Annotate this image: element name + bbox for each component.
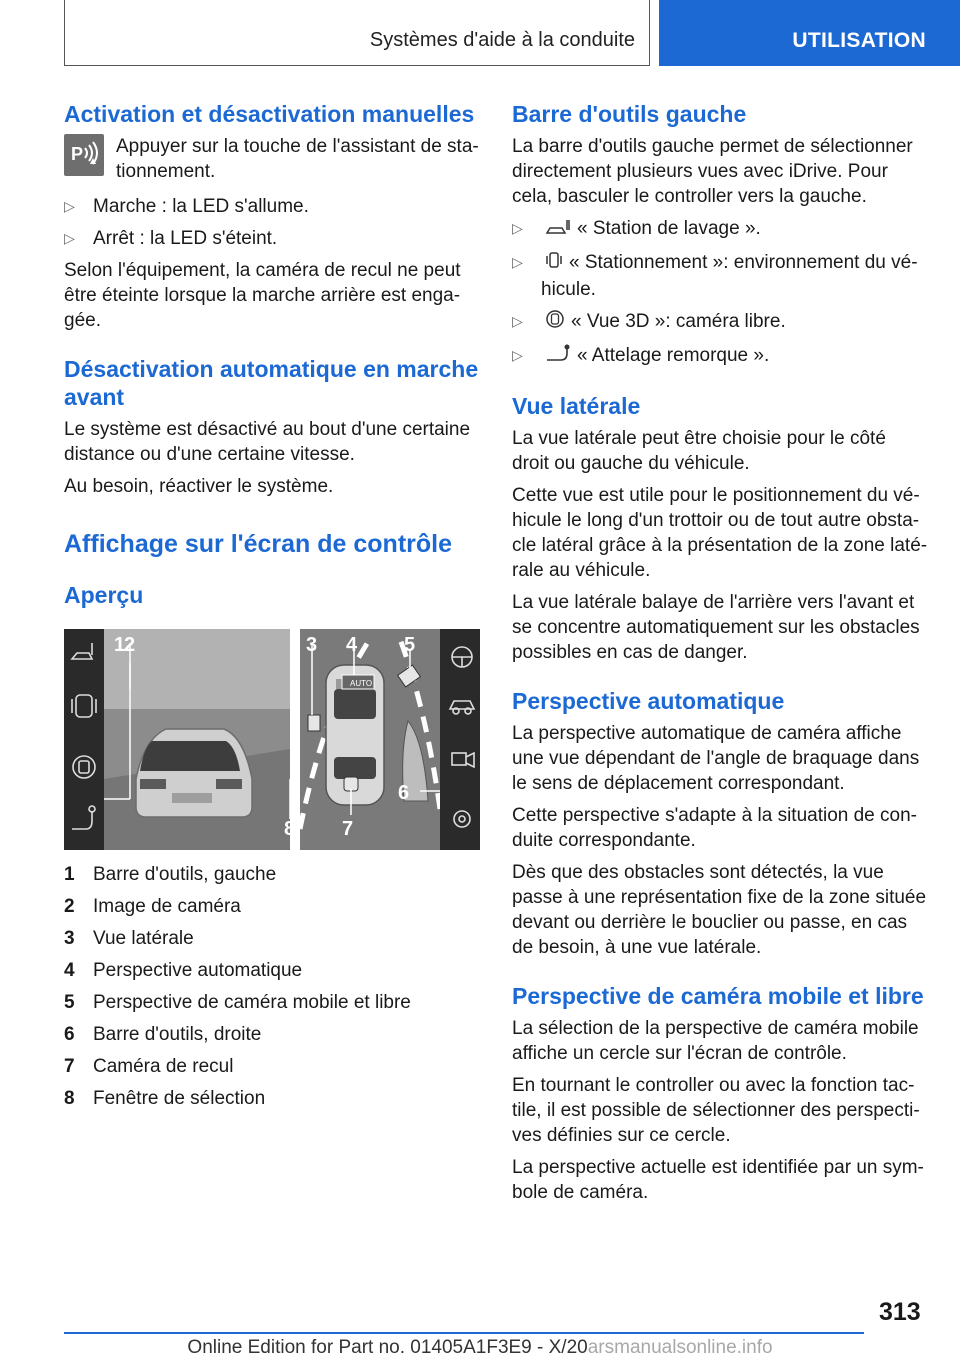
- heading-apercu: Aperçu: [64, 582, 144, 608]
- figure-label-6: 6: [398, 782, 410, 804]
- paragraph-auto-2: Cette perspective s'adapte à la situation de con-duite correspondante.: [512, 805, 917, 851]
- triangle-bullet-icon: ▷: [512, 220, 523, 236]
- figure-auto-badge: AUTO: [350, 679, 373, 688]
- list-item: ▷ Arrêt : la LED s'éteint.: [64, 228, 278, 249]
- led-state-list: [64, 194, 480, 251]
- heading-auto-off: Désactivation automatique en marche avant: [64, 356, 479, 410]
- section-tab: [659, 0, 960, 66]
- toolbar-view-list: [512, 216, 928, 370]
- page-number: 313: [879, 1298, 921, 1326]
- triangle-bullet-icon: ▷: [512, 347, 523, 363]
- paragraph-mobile-3: La perspective actuelle est identifiée par un sym-bole de caméra.: [512, 1157, 924, 1203]
- paragraph-equipment: Selon l'équipement, la caméra de recul ne peut être éteinte lorsque la marche arrière est enga-gée.: [64, 260, 461, 331]
- legend-item: 4 Perspective automatique: [64, 960, 303, 981]
- list-item: ▷ Marche : la LED s'allume.: [64, 196, 309, 217]
- paragraph-mobile-2: En tournant le controller ou avec la fonction tac-tile, il est possible de sélectionner des perspecti-ves définies sur ce cercle.: [512, 1075, 920, 1146]
- paragraph-auto-1: La perspective automatique de caméra affiche une vue dépendant de l'angle de braquage dans le sens de déplacement correspondant.: [512, 723, 920, 794]
- footer-rule: [64, 1332, 864, 1334]
- triangle-bullet-icon: ▷: [64, 230, 75, 246]
- figure-label-5: 5: [404, 634, 416, 656]
- heading-display: Affichage sur l'écran de contrôle: [64, 530, 452, 558]
- triangle-bullet-icon: ▷: [512, 313, 523, 329]
- figure-label-1: 1: [114, 634, 126, 656]
- trailer-hitch-icon: [545, 343, 571, 370]
- suv-rear-image: [136, 729, 252, 817]
- figure-legend: [64, 862, 480, 1111]
- list-item: ▷ « Vue 3D »: caméra libre.: [512, 309, 928, 336]
- heading-auto-perspective: Perspective automatique: [512, 688, 785, 714]
- park-assist-instruction-text: Appuyer sur la touche de l'assistant de sta-tionnement.: [116, 136, 479, 182]
- svg-text:P: P: [71, 144, 84, 164]
- legend-item: 7 Caméra de recul: [64, 1056, 234, 1077]
- paragraph-mobile-1: La sélection de la perspective de caméra mobile affiche un cercle sur l'écran de contrôle.: [512, 1018, 919, 1064]
- paragraph-side-1: La vue latérale peut être choisie pour le côté droit ou gauche du véhicule.: [512, 428, 886, 474]
- list-item: ▷ « Stationnement »: environnement du vé-hicule.: [512, 252, 918, 300]
- paragraph-toolbar: La barre d'outils gauche permet de sélectionner directement plusieurs vues avec iDrive. Pour cela, basculer le controller vers la gauche.: [512, 136, 913, 207]
- section-label: UTILISATION: [792, 29, 926, 52]
- legend-item: 2 Image de caméra: [64, 896, 241, 917]
- legend-item: 3 Vue latérale: [64, 928, 194, 949]
- left-column: [64, 100, 480, 1118]
- heading-mobile-camera: Perspective de caméra mobile et libre: [512, 983, 924, 1009]
- chapter-title: Systèmes d'aide à la conduite: [369, 29, 635, 51]
- figure-label-3: 3: [306, 634, 318, 656]
- heading-toolbar-left: Barre d'outils gauche: [512, 101, 747, 127]
- chapter-header: [64, 0, 650, 66]
- list-item: ▷ « Station de lavage ».: [512, 216, 928, 243]
- edition-text: Online Edition for Part no. 01405A1F3E9 - X/20: [187, 1337, 588, 1358]
- figure-label-4: 4: [346, 634, 358, 656]
- heading-activation: Activation et désactivation manuelles: [64, 101, 475, 127]
- view-3d-icon: [545, 309, 565, 336]
- watermark-text: arsmanualsonline.info: [587, 1337, 773, 1358]
- figure-label-7: 7: [342, 818, 354, 840]
- legend-item: 8 Fenêtre de sélection: [64, 1088, 266, 1109]
- figure-label-8: 8: [284, 818, 296, 840]
- park-assist-button-icon: [64, 134, 104, 176]
- list-item: ▷ « Attelage remorque ».: [512, 343, 928, 370]
- paragraph-side-3: La vue latérale balaye de l'arrière vers l'avant et se concentre automatiquement sur les obstacles possibles en cas de danger.: [512, 592, 920, 663]
- heading-side-view: Vue latérale: [512, 393, 641, 419]
- control-display-illustration: [64, 629, 480, 850]
- legend-item: 6 Barre d'outils, droite: [64, 1024, 262, 1045]
- legend-item: 1 Barre d'outils, gauche: [64, 864, 277, 885]
- legend-item: 5 Perspective de caméra mobile et libre: [64, 992, 411, 1013]
- triangle-bullet-icon: ▷: [64, 198, 75, 214]
- figure-label-2: 2: [124, 634, 136, 656]
- park-assist-button-instruction: [64, 134, 480, 184]
- parking-view-icon: [545, 250, 563, 277]
- triangle-bullet-icon: ▷: [512, 254, 523, 270]
- paragraph-side-2: Cette vue est utile pour le positionnement du vé-hicule le long d'un trottoir ou de tout autre obsta-cle latéral grâce à la présentation de la zone laté-rale au véhicule.: [512, 485, 928, 581]
- paragraph-auto-off-2: Au besoin, réactiver le système.: [64, 476, 334, 497]
- paragraph-auto-off-1: Le système est désactivé au bout d'une certaine distance ou d'une certaine vitesse.: [64, 419, 471, 465]
- footer-edition: [0, 1337, 960, 1359]
- right-column: [512, 100, 928, 1212]
- paragraph-auto-3: Dès que des obstacles sont détectés, la vue passe à une représentation fixe de la zone située devant ou derrière le bouclier ou passe, en cas de besoin, à une vue latérale.: [512, 862, 927, 958]
- car-wash-icon: [545, 218, 571, 243]
